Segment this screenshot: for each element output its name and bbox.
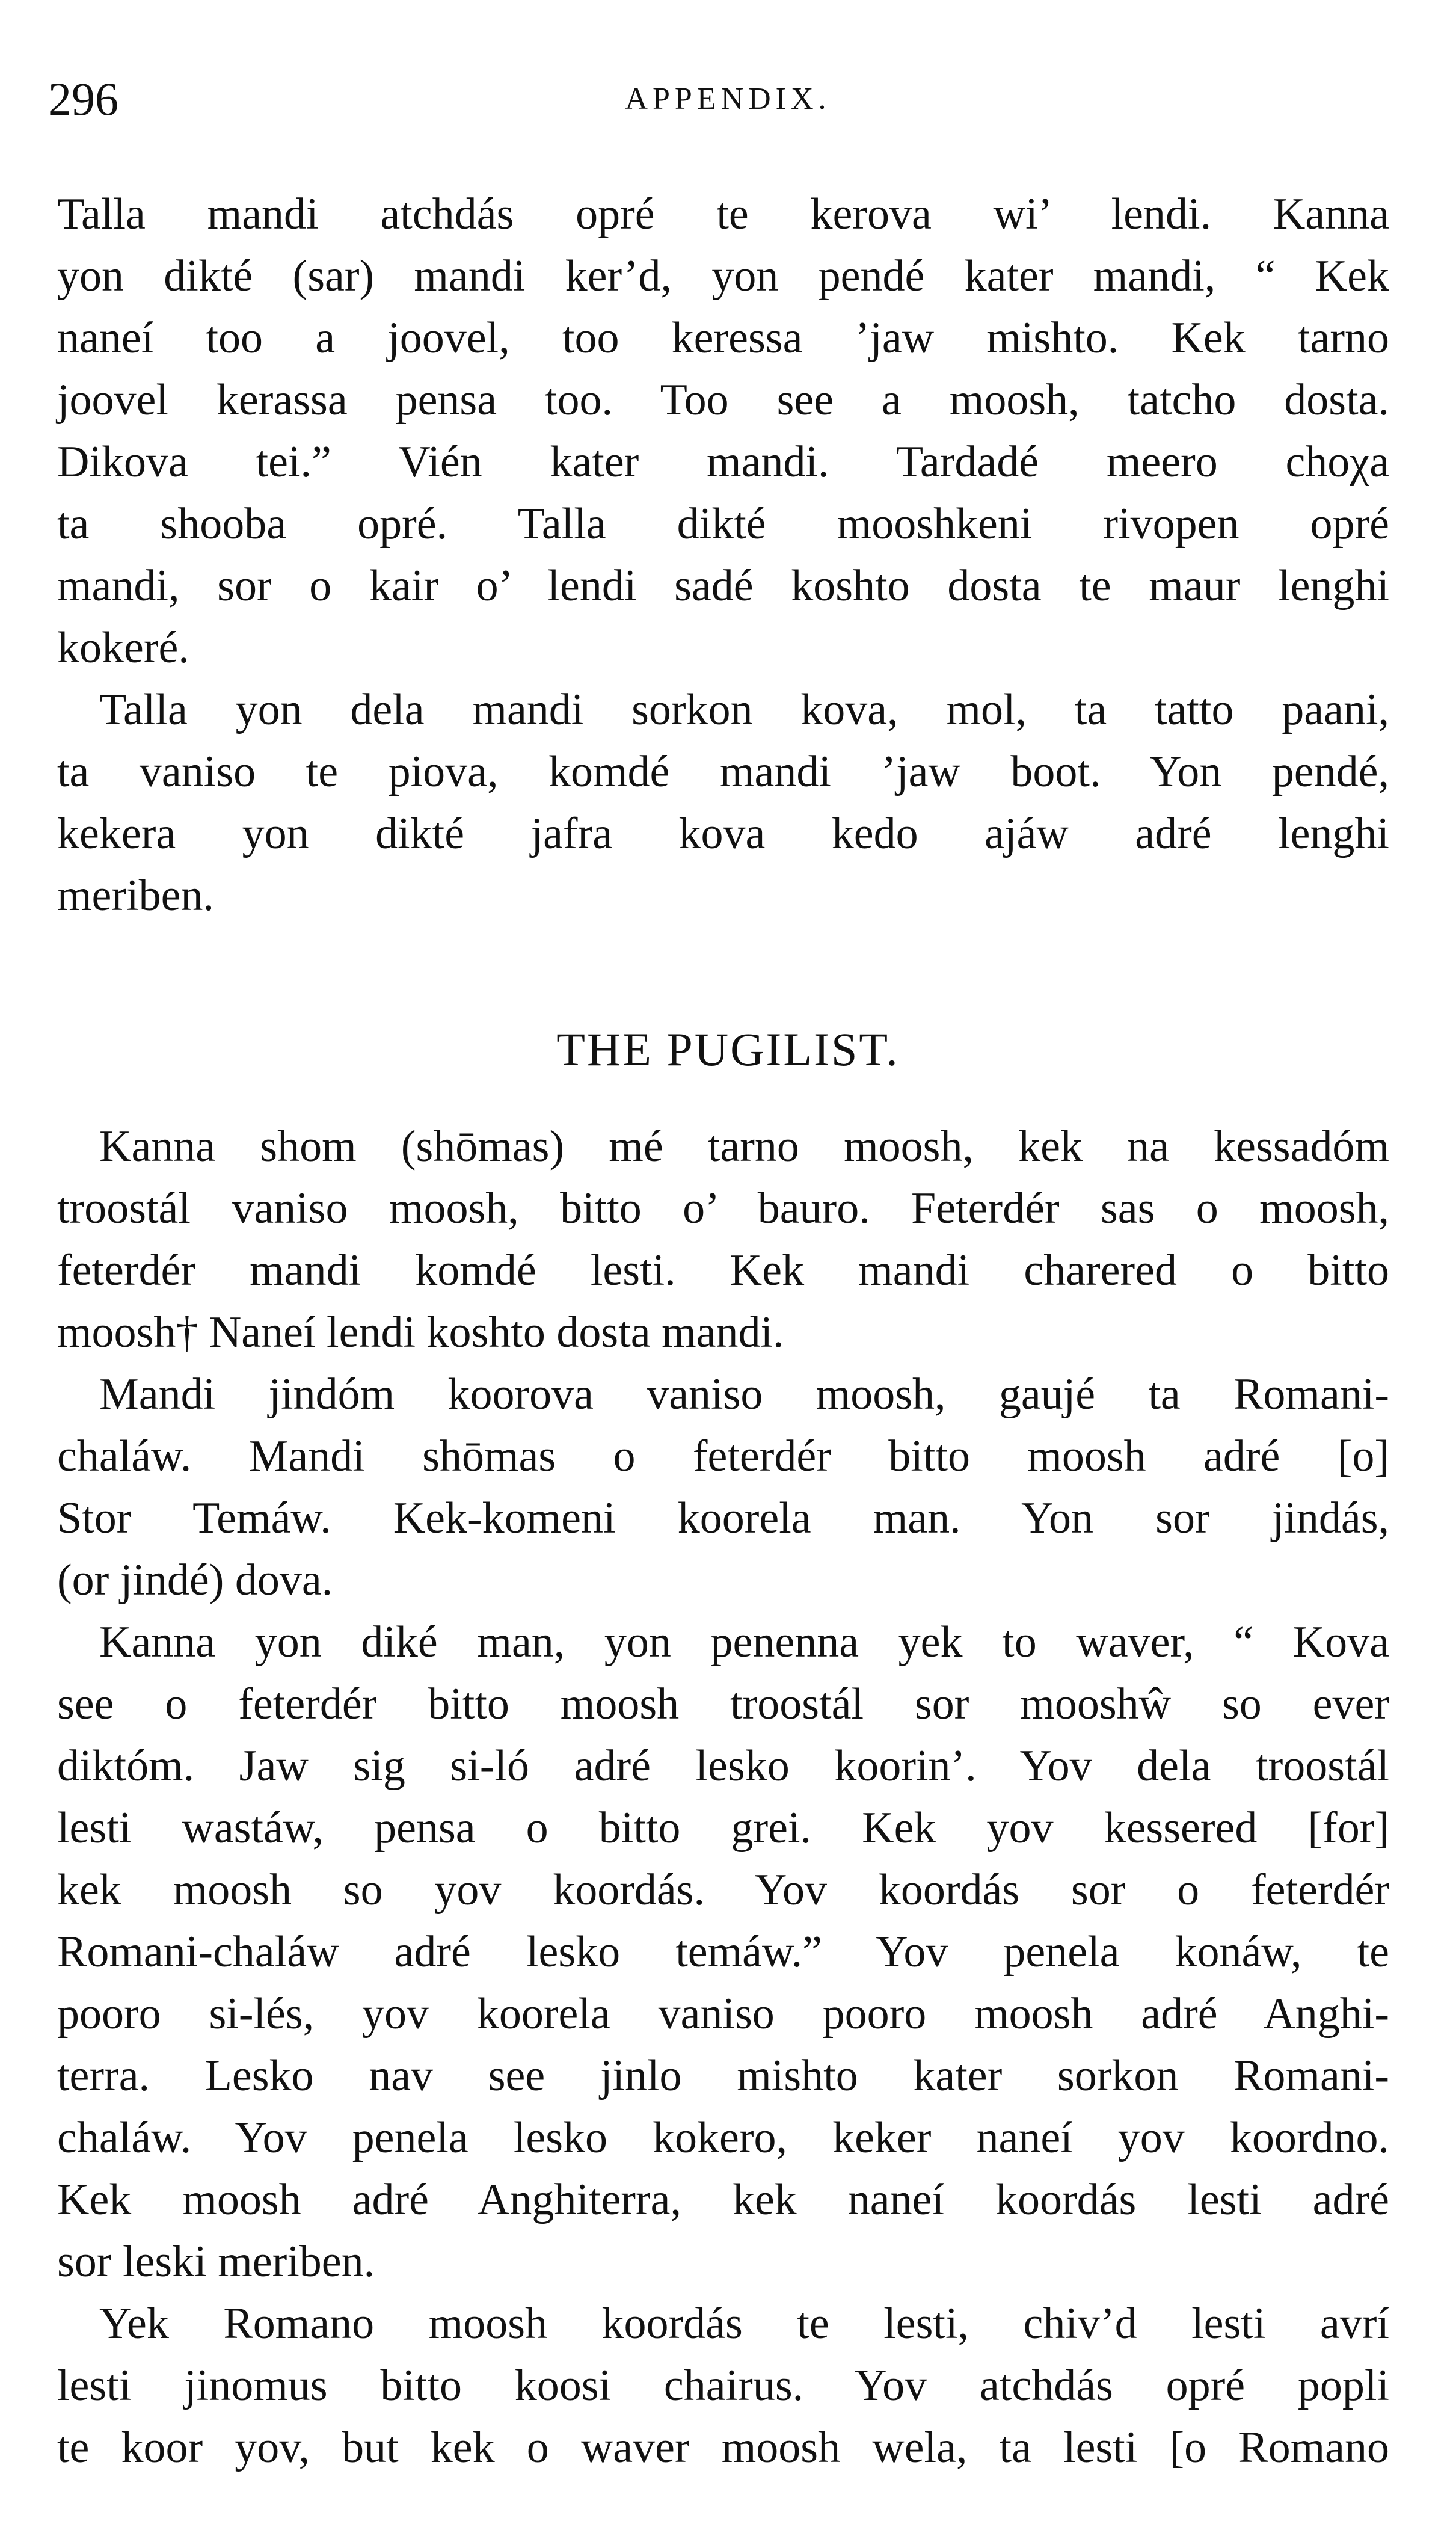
text-line: yon dikté (sar) mandi ker’d, yon pendé kater mandi, “ Kek <box>57 251 1389 301</box>
text-line: Kanna yon diké man, yon penenna yek to waver, “ Kova <box>99 1617 1389 1667</box>
text-line: kek moosh so yov koordás. Yov koordás sor o feterdér <box>57 1865 1389 1915</box>
text-line: diktóm. Jaw sig si-ló adré lesko koorin’. Yov dela troostál <box>57 1741 1389 1791</box>
text-line: chaláw. Yov penela lesko kokero, keker naneí yov koordno. <box>57 2113 1389 2162</box>
text-line: meriben. <box>57 871 214 920</box>
text-line: naneí too a joovel, too keressa ’jaw mishto. Kek tarno <box>57 313 1389 363</box>
section-title: THE PUGILIST. <box>556 1023 900 1076</box>
text-line: Mandi jindóm koorova vaniso moosh, gaujé ta Romani- <box>99 1370 1389 1419</box>
text-line: lesti wastáw, pensa o bitto grei. Kek yov kessered [for] <box>57 1803 1389 1853</box>
text-line: moosh† Naneí lendi koshto dosta mandi. <box>57 1308 784 1357</box>
text-line: chaláw. Mandi shōmas o feterdér bitto moosh adré [o] <box>57 1432 1389 1481</box>
text-line: Talla mandi atchdás opré te kerova wi’ lendi. Kanna <box>57 189 1389 239</box>
text-line: kekera yon dikté jafra kova kedo ajáw adré lenghi <box>57 809 1389 858</box>
text-line: terra. Lesko nav see jinlo mishto kater sorkon Romani- <box>57 2051 1389 2100</box>
text-line: lesti jinomus bitto koosi chairus. Yov atchdás opré popli <box>57 2361 1389 2410</box>
text-line: joovel kerassa pensa too. Too see a moosh, tatcho dosta. <box>57 375 1389 425</box>
running-head <box>0 69 1456 129</box>
text-line: Kanna shom (shōmas) mé tarno moosh, kek na kessadóm <box>99 1122 1389 1171</box>
text-line: Stor Temáw. Kek-komeni koorela man. Yon sor jindás, <box>57 1494 1389 1543</box>
text-line: mandi, sor o kair o’ lendi sadé koshto dosta te maur lenghi <box>57 561 1389 611</box>
text-line: Talla yon dela mandi sorkon kova, mol, ta tatto paani, <box>99 685 1389 734</box>
paragraph-block-1 <box>57 183 1389 927</box>
text-line: troostál vaniso moosh, bitto o’ bauro. Feterdér sas o moosh, <box>57 1184 1389 1233</box>
text-line: te koor yov, but kek o waver moosh wela, ta lesti [o Romano <box>57 2423 1389 2472</box>
text-line: feterdér mandi komdé lesti. Kek mandi charered o bitto <box>57 1246 1389 1295</box>
text-line: see o feterdér bitto moosh troostál sor mooshŵ so ever <box>57 1679 1389 1729</box>
page-number: 296 <box>48 73 118 125</box>
paragraph-block-2 <box>57 1116 1389 2479</box>
running-title: APPENDIX. <box>625 82 831 116</box>
text-line: ta vaniso te piova, komdé mandi ’jaw boot. Yon pendé, <box>57 747 1389 796</box>
text-line: Romani-chaláw adré lesko temáw.” Yov penela konáw, te <box>57 1927 1389 1977</box>
text-line: Kek moosh adré Anghiterra, kek naneí koordás lesti adré <box>57 2175 1389 2224</box>
text-line: kokeré. <box>57 623 189 672</box>
text-line: (or jindé) dova. <box>57 1556 333 1605</box>
text-line: Dikova tei.” Vién kater mandi. Tardadé meero choχa <box>57 437 1389 487</box>
text-line: pooro si-lés, yov koorela vaniso pooro moosh adré Anghi- <box>57 1989 1389 2039</box>
text-line: sor leski meriben. <box>57 2237 375 2286</box>
text-line: Yek Romano moosh koordás te lesti, chiv’d lesti avrí <box>99 2299 1389 2348</box>
text-line: ta shooba opré. Talla dikté mooshkeni rivopen opré <box>57 499 1389 549</box>
